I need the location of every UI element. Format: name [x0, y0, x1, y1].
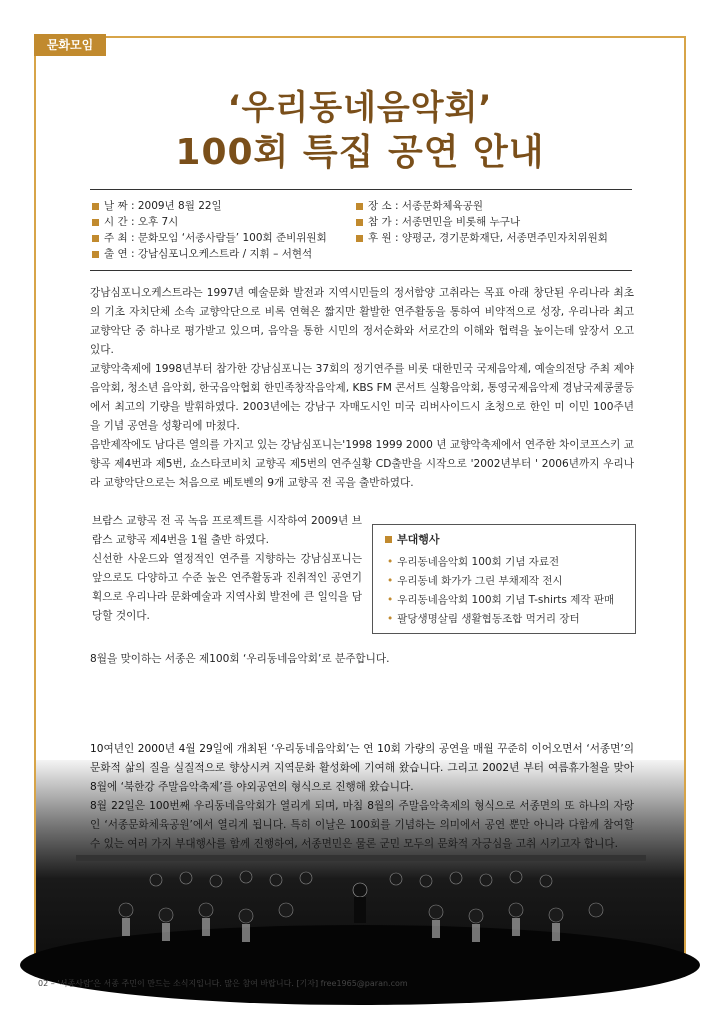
dot-bullet-icon: •	[387, 575, 394, 587]
square-bullet-icon	[92, 251, 99, 258]
square-bullet-icon	[385, 536, 392, 543]
square-bullet-icon	[92, 235, 99, 242]
article-body-top	[90, 284, 634, 493]
orchestra-photo	[36, 743, 684, 976]
paragraph-orchestra-intro: 강남심포니오케스트라는 1997년 예술문화 발전과 지역시민들의 정서함양 고취라는 목표 아래 창단된 우리나라 최초의 기초 자치단체 소속 교향악단으로 비록 연혁은 짧지만 활발한 연주활동을 통하여 비약적으로 성장, 우리나라 최고 교향악단 중 하나로 평가받고 있으며, 음악을 통한 시민의 정서순화와 서로간의 이해와 협력을 높이는데 앞장서 오고 있다.	[90, 287, 634, 356]
info-date: 날 짜 : 2009년 8월 22일	[104, 200, 222, 212]
info-place: 장 소 : 서종문화체육공원	[368, 200, 483, 212]
info-time: 시 간 : 오후 7시	[104, 216, 179, 228]
square-bullet-icon	[92, 203, 99, 210]
side-events-title: 부대행사	[397, 533, 440, 546]
paragraph-festival-history: 교향악축제에 1998년부터 참가한 강남심포니는 37회의 정기연주를 비롯 대한민국 국제음악제, 예술의전당 주최 제야 음악회, 청소년 음악회, 한국음악협회 한민족창작음악제, KBS FM 콘서트 실황음악회, 통영국제음악제 경남국제콩쿨등에서 최고의 기량을 발휘하였다. 2003년에는 강남구 자매도시인 미국 리버사이드시 초청으로 한인 미 이민 100주년을 기념 공연을 성황리에 마쳤다.	[90, 363, 634, 432]
page-footer: 02 – ‘서종사람’은 서종 주민이 만드는 소식지입니다. 많은 참여 바랍니다. [기자] free1965@paran.com	[38, 979, 408, 988]
paragraph-100th-event: 8월 22일은 100번째 우리동네음악회가 열리게 되며, 마침 8월의 주말음악축제의 형식으로 서종면의 또 하나의 자랑인 ‘서종문화체육공원’에서 열리게 됩니다. 특히 이날은 100회를 기념하는 의미에서 공연 뿐만 아니라 다함께 참여할 수 있는 여러 가지 부대행사를 함께 진행하여, 서종면민은 물론 군민 모두의 문화적 자긍심을 고취 시키고자 합니다.	[90, 800, 634, 850]
info-host: 주 최 : 문화모임 ‘서종사람들’ 100회 준비위원회	[104, 232, 327, 244]
info-participants: 참 가 : 서종면민을 비롯해 누구나	[368, 216, 521, 228]
title-line-2: 100회 특집 공연 안내	[175, 132, 545, 173]
frame-right-line	[684, 36, 686, 976]
paragraph-brahms: 브람스 교향곡 전 곡 녹음 프로젝트를 시작하여 2009년 브람스 교향곡 제4번을 1월 출반 하였다.	[92, 515, 362, 546]
paragraph-concert-history: 10여년인 2000년 4월 29일에 개최된 ‘우리동네음악회’는 연 10회 가량의 공연을 매월 꾸준히 이어오면서 ‘서종면’의 문화적 삶의 질을 실질적으로 향상시켜 지역문화 활성화에 기여해 왔습니다. 그리고 2002년 부터 여름휴가철을 맞아 8월에 ‘북한강 주말음악축제’를 야외공연의 형식으로 진행해 왔습니다.	[90, 743, 634, 793]
side-event-item: • 우리동네 화가가 그린 부채제작 전시	[387, 575, 563, 587]
side-events-box	[372, 524, 636, 634]
info-left-column	[92, 198, 327, 262]
info-sponsors: 후 원 : 양평군, 경기문화재단, 서종면주민자치위원회	[368, 232, 608, 244]
info-top-rule	[90, 189, 632, 190]
paragraph-announcement: 8월을 맞이하는 서종은 제100회 ‘우리동네음악회’로 분주합니다.	[90, 653, 390, 665]
side-event-item: • 우리동네음악회 100회 기념 T-shirts 제작 판매	[387, 594, 615, 606]
frame-top-line	[34, 36, 686, 38]
side-event-item: • 우리동네음악회 100회 기념 자료전	[387, 556, 560, 568]
article-body-bottom	[90, 740, 634, 854]
dot-bullet-icon: •	[387, 613, 394, 625]
paragraph-future: 신선한 사운드와 열정적인 연주를 지향하는 강남심포니는 앞으로도 다양하고 수준 높은 연주활동과 진취적인 공연기획으로 우리나라 문화예술과 지역사회 발전에 큰 일익을 담당할 것이다.	[92, 553, 362, 622]
square-bullet-icon	[356, 203, 363, 210]
side-event-item: • 팔당생명살림 생활협동조합 먹거리 장터	[387, 613, 580, 625]
info-right-column	[356, 198, 608, 246]
section-tag: 문화모임	[34, 34, 106, 56]
square-bullet-icon	[356, 219, 363, 226]
square-bullet-icon	[92, 219, 99, 226]
title-line-1: ‘우리동네음악회’	[227, 88, 493, 128]
paragraph-recordings: 음반제작에도 남다른 열의를 가지고 있는 강남심포니는'1998 1999 2000 년 교향악축제에서 연주한 차이코프스키 교향곡 제4번과 제5번, 쇼스타코비치 교향곡 제5번의 연주실황 CD출반을 시작으로 '2002년부터 ' 2006년까지 우리나라 교향악단으로는 처음으로 베토벤의 9개 교향곡 전 곡을 출반하였다.	[90, 439, 634, 489]
info-performers: 출 연 : 강남심포니오케스트라 / 지휘 – 서현석	[104, 248, 313, 260]
dot-bullet-icon: •	[387, 556, 394, 568]
dot-bullet-icon: •	[387, 594, 394, 606]
info-bottom-rule	[90, 270, 632, 271]
article-body-side	[92, 512, 362, 626]
square-bullet-icon	[356, 235, 363, 242]
